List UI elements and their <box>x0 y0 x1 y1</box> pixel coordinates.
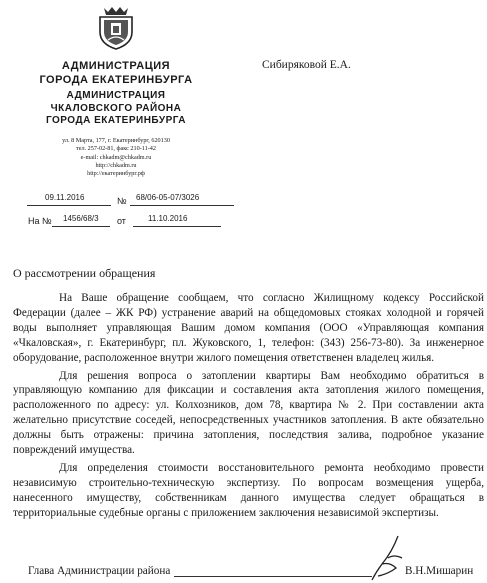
ref-from: от <box>117 216 126 226</box>
ref-label: На № <box>28 216 52 226</box>
number-field <box>130 192 234 206</box>
suborg-line: АДМИНИСТРАЦИЯ <box>66 90 166 101</box>
website: http://екатеринбург.рф <box>87 170 145 178</box>
phone: тел. 257-02-81, факс 210-11-42 <box>76 145 156 153</box>
paragraph: Для решения вопроса о затоплении квартиры Вам необходимо обратиться в управляющую компанию для фиксации и составления акта затопления жилого помещения, расположенного по адресу: ул. Колхозников, дом 78, квартира № 2. При составлении акта желательно присутствие соседей, непосредственных участников затопления. В акте обязательно должны быть отражены: причина затопления, последствия залива, подробное указание повреждений имущества. <box>13 369 484 457</box>
paragraph: На Ваше обращение сообщаем, что согласно Жилищному кодексу Российской Федерации (далее – ЖК РФ) устранение аварий на общедомовых стояках холодной и горячей воды выполняет управляющая Вашим домом компания (ООО «Управляющая компания «Чкаловская», г. Екатеринбург, пл. Жуковского, 1, телефон: (343) 256-73-80). За инженерное оборудование, расположенное внутри жилого помещения ответственен владелец жилья. <box>13 292 484 364</box>
signatory-position: Глава Администрации района <box>28 565 171 577</box>
letter-body <box>13 291 484 524</box>
signatory-name: В.Н.Мишарин <box>405 565 474 577</box>
org-name <box>0 59 232 87</box>
suborg-line: ГОРОДА ЕКАТЕРИНБУРГА <box>45 115 187 126</box>
number-sign: № <box>117 196 127 206</box>
org-line: ГОРОДА ЕКАТЕРИНБУРГА <box>39 74 193 86</box>
subject: О рассмотрении обращения <box>13 266 156 280</box>
city-crest-icon <box>96 4 136 50</box>
reg-date: 09.11.2016 <box>45 193 85 202</box>
suborg-name <box>0 90 232 128</box>
signature-line <box>174 575 372 577</box>
org-line: АДМИНИСТРАЦИЯ <box>61 60 171 72</box>
email: e-mail: chkadm@chkadm.ru <box>80 153 152 161</box>
ref-number-field <box>52 213 110 227</box>
addressee: Сибиряковой Е.А. <box>262 59 351 71</box>
address: ул. 8 Марта, 177, г. Екатеринбург, 620130 <box>62 137 170 144</box>
website: http://chkadm.ru <box>95 161 137 169</box>
suborg-line: ЧКАЛОВСКОГО РАЙОНА <box>50 102 182 114</box>
handwritten-signature <box>368 534 406 582</box>
ref-date-field <box>133 213 221 227</box>
paragraph: Для определения стоимости восстановительного ремонта необходимо провести независимую строительно-техническую экспертизу. По вопросам возмещения ущерба, нанесенного имуществу, собственникам данного имущества следует обращаться в территориальные судебные органы с приложением заключения независимой экспертизы. <box>13 461 484 519</box>
contact-block <box>0 137 232 178</box>
date-field <box>27 192 111 206</box>
reg-number: 68/06-05-07/3026 <box>136 193 200 202</box>
ref-date: 11.10.2016 <box>148 214 188 223</box>
ref-number: 1456/68/3 <box>63 214 99 223</box>
